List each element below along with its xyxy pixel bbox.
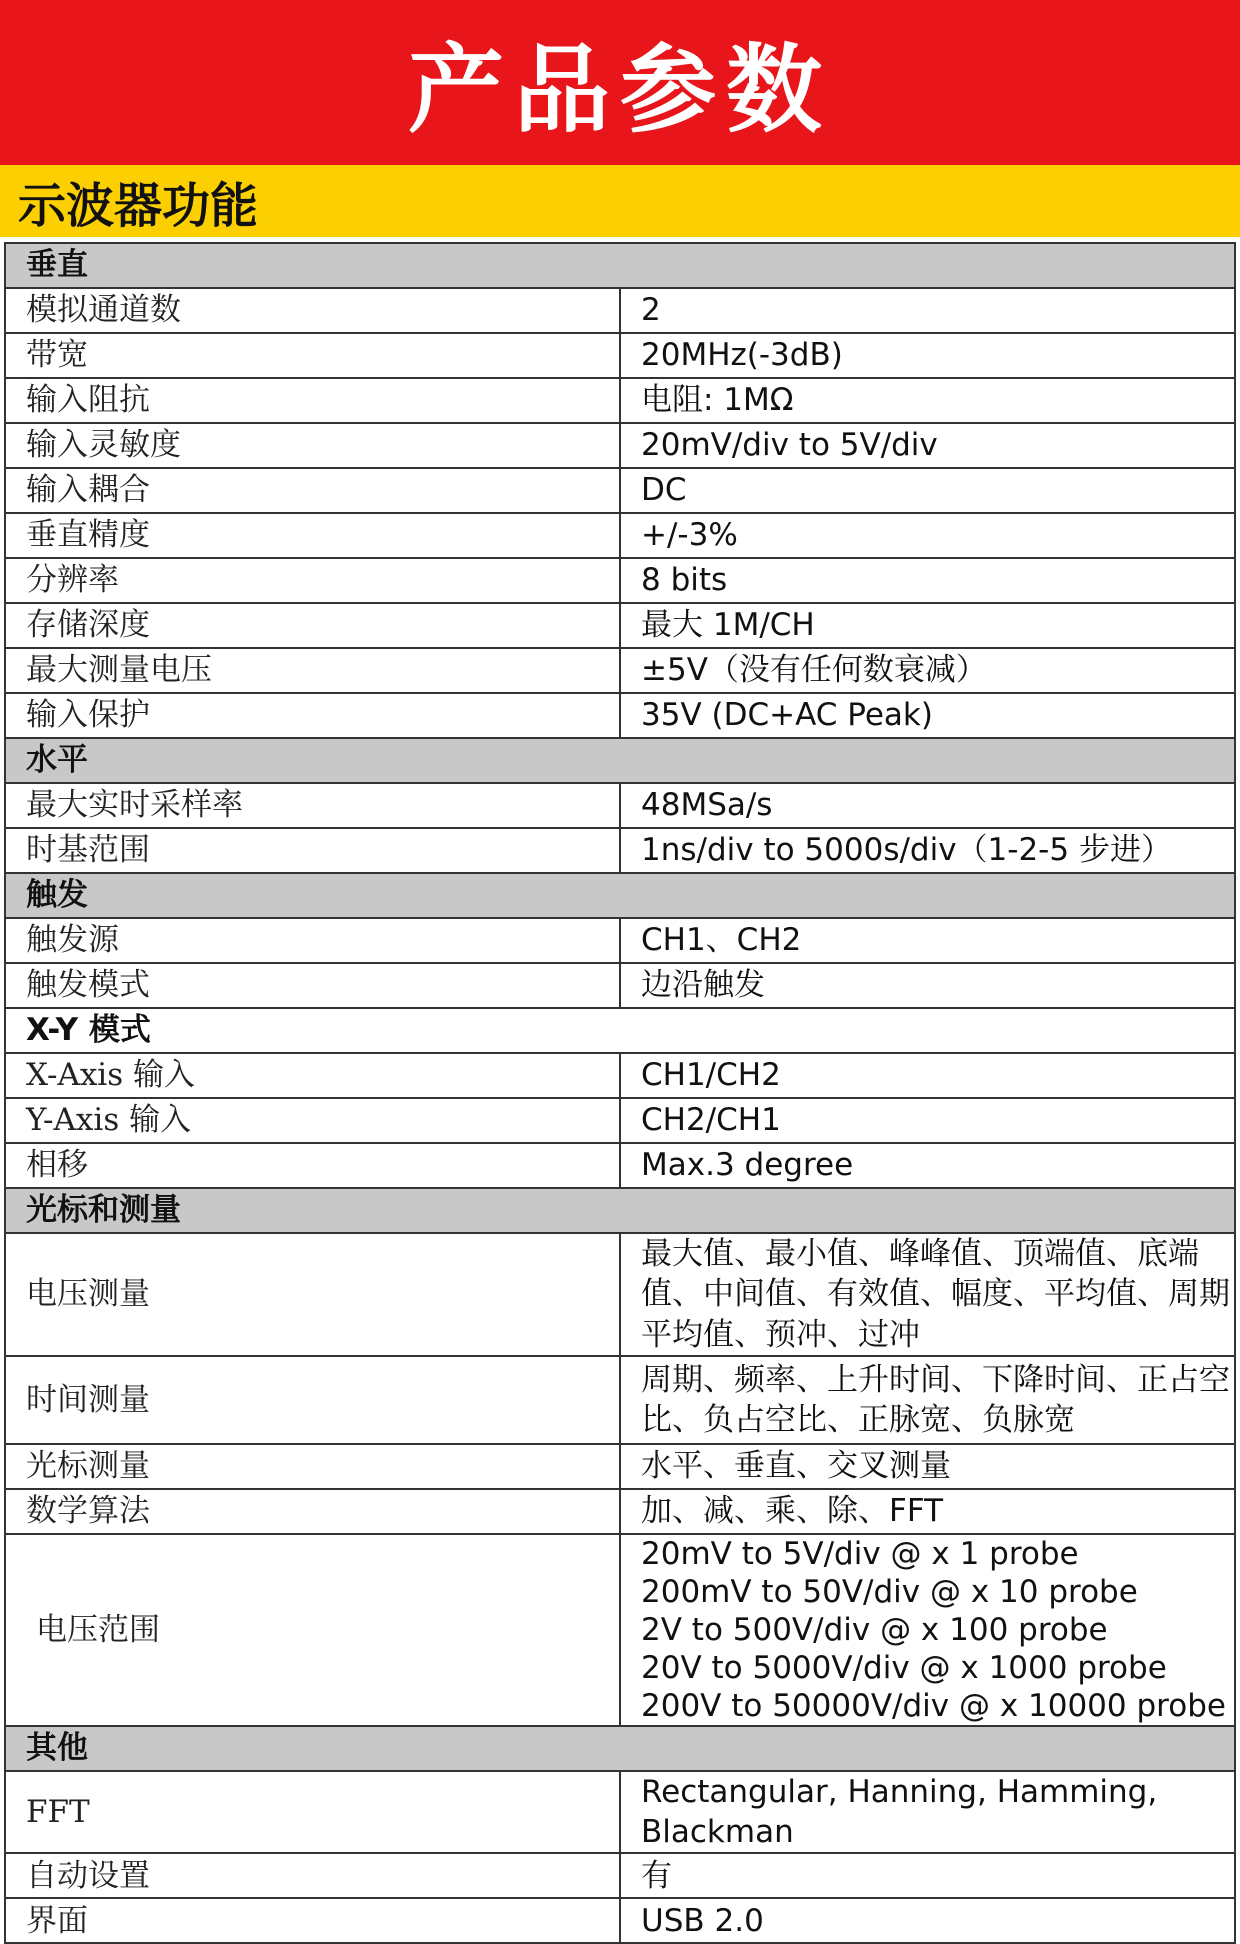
spec-label: 光标测量 <box>5 1444 620 1489</box>
spec-label: 输入保护 <box>5 693 620 738</box>
spec-value: CH1/CH2 <box>620 1053 1235 1098</box>
spec-value: CH2/CH1 <box>620 1098 1235 1143</box>
spec-value: 48MSa/s <box>620 783 1235 828</box>
spec-label: 最大测量电压 <box>5 648 620 693</box>
spec-value: 最大 1M/CH <box>620 603 1235 648</box>
spec-value: 边沿触发 <box>620 963 1235 1008</box>
group-header-row <box>5 873 1235 918</box>
spec-row <box>5 1356 1235 1444</box>
spec-row <box>5 828 1235 873</box>
spec-label: 触发模式 <box>5 963 620 1008</box>
spec-value: 8 bits <box>620 558 1235 603</box>
group-header-row <box>5 243 1235 288</box>
spec-value-line: 200V to 50000V/div @ x 10000 probe <box>641 1687 1226 1724</box>
group-header-label: 其他 <box>5 1726 1235 1771</box>
spec-value-line: 20mV to 5V/div @ x 1 probe <box>641 1535 1079 1572</box>
spec-label: X-Axis 输入 <box>5 1053 620 1098</box>
spec-row <box>5 963 1235 1008</box>
spec-row <box>5 468 1235 513</box>
spec-label: FFT <box>5 1771 620 1854</box>
spec-label: 相移 <box>5 1143 620 1188</box>
group-header-row <box>5 1008 1235 1053</box>
spec-label: 存储深度 <box>5 603 620 648</box>
spec-value-line: 200mV to 50V/div @ x 10 probe <box>641 1573 1138 1610</box>
group-header-label: X-Y 模式 <box>5 1008 1235 1053</box>
spec-row <box>5 1444 1235 1489</box>
spec-value-line: 20V to 5000V/div @ x 1000 probe <box>641 1649 1167 1686</box>
section-title: 示波器功能 <box>18 177 259 234</box>
spec-row <box>5 1898 1235 1943</box>
spec-label: 分辨率 <box>5 558 620 603</box>
spec-value: Rectangular, Hanning, Hamming, Blackman <box>620 1771 1235 1854</box>
spec-table <box>4 242 1236 1944</box>
spec-label: 自动设置 <box>5 1853 620 1898</box>
spec-label: 时基范围 <box>5 828 620 873</box>
spec-label: 界面 <box>5 1898 620 1943</box>
spec-row <box>5 513 1235 558</box>
spec-value: 1ns/div to 5000s/div（1-2-5 步进） <box>620 828 1235 873</box>
group-header-row <box>5 1726 1235 1771</box>
spec-row <box>5 1489 1235 1534</box>
spec-row <box>5 1853 1235 1898</box>
spec-value <box>620 1534 1235 1726</box>
spec-label: Y-Axis 输入 <box>5 1098 620 1143</box>
spec-row <box>5 603 1235 648</box>
spec-value-line: 2V to 500V/div @ x 100 probe <box>641 1611 1108 1648</box>
spec-row <box>5 1534 1235 1726</box>
spec-label: 带宽 <box>5 333 620 378</box>
spec-label: 触发源 <box>5 918 620 963</box>
spec-row <box>5 423 1235 468</box>
spec-label: 垂直精度 <box>5 513 620 558</box>
spec-value: 加、减、乘、除、FFT <box>620 1489 1235 1534</box>
group-header-label: 水平 <box>5 738 1235 783</box>
spec-value: 电阻: 1MΩ <box>620 378 1235 423</box>
spec-value: USB 2.0 <box>620 1898 1235 1943</box>
spec-row <box>5 333 1235 378</box>
spec-row <box>5 1098 1235 1143</box>
group-header-row <box>5 738 1235 783</box>
spec-label: 输入阻抗 <box>5 378 620 423</box>
spec-row <box>5 1771 1235 1854</box>
section-header <box>0 165 1240 237</box>
spec-row <box>5 918 1235 963</box>
group-header-label: 光标和测量 <box>5 1188 1235 1233</box>
spec-value: 2 <box>620 288 1235 333</box>
spec-label: 数学算法 <box>5 1489 620 1534</box>
spec-value: ±5V（没有任何数衰减） <box>620 648 1235 693</box>
spec-value: 20MHz(-3dB) <box>620 333 1235 378</box>
spec-row <box>5 288 1235 333</box>
spec-row <box>5 1053 1235 1098</box>
spec-value: 水平、垂直、交叉测量 <box>620 1444 1235 1489</box>
spec-value: CH1、CH2 <box>620 918 1235 963</box>
spec-label: 时间测量 <box>5 1356 620 1444</box>
spec-value: +/-3% <box>620 513 1235 558</box>
spec-value: 20mV/div to 5V/div <box>620 423 1235 468</box>
spec-label: 输入耦合 <box>5 468 620 513</box>
group-header-row <box>5 1188 1235 1233</box>
spec-label: 最大实时采样率 <box>5 783 620 828</box>
page-title: 产品参数 <box>408 34 832 146</box>
spec-row <box>5 1143 1235 1188</box>
spec-row <box>5 378 1235 423</box>
spec-label: 电压测量 <box>5 1233 620 1356</box>
group-header-label: 触发 <box>5 873 1235 918</box>
title-banner <box>0 0 1240 165</box>
spec-row <box>5 783 1235 828</box>
group-header-label: 垂直 <box>5 243 1235 288</box>
spec-label: 电压范围 <box>5 1534 620 1726</box>
spec-value: 有 <box>620 1853 1235 1898</box>
spec-row <box>5 693 1235 738</box>
spec-value: 35V (DC+AC Peak) <box>620 693 1235 738</box>
spec-value: DC <box>620 468 1235 513</box>
spec-row <box>5 648 1235 693</box>
spec-row <box>5 558 1235 603</box>
spec-value: 最大值、最小值、峰峰值、顶端值、底端值、中间值、有效值、幅度、平均值、周期平均值、预冲、过冲 <box>620 1233 1235 1356</box>
spec-row <box>5 1233 1235 1356</box>
spec-label: 模拟通道数 <box>5 288 620 333</box>
spec-value: 周期、频率、上升时间、下降时间、正占空比、负占空比、正脉宽、负脉宽 <box>620 1356 1235 1444</box>
spec-label: 输入灵敏度 <box>5 423 620 468</box>
spec-value: Max.3 degree <box>620 1143 1235 1188</box>
